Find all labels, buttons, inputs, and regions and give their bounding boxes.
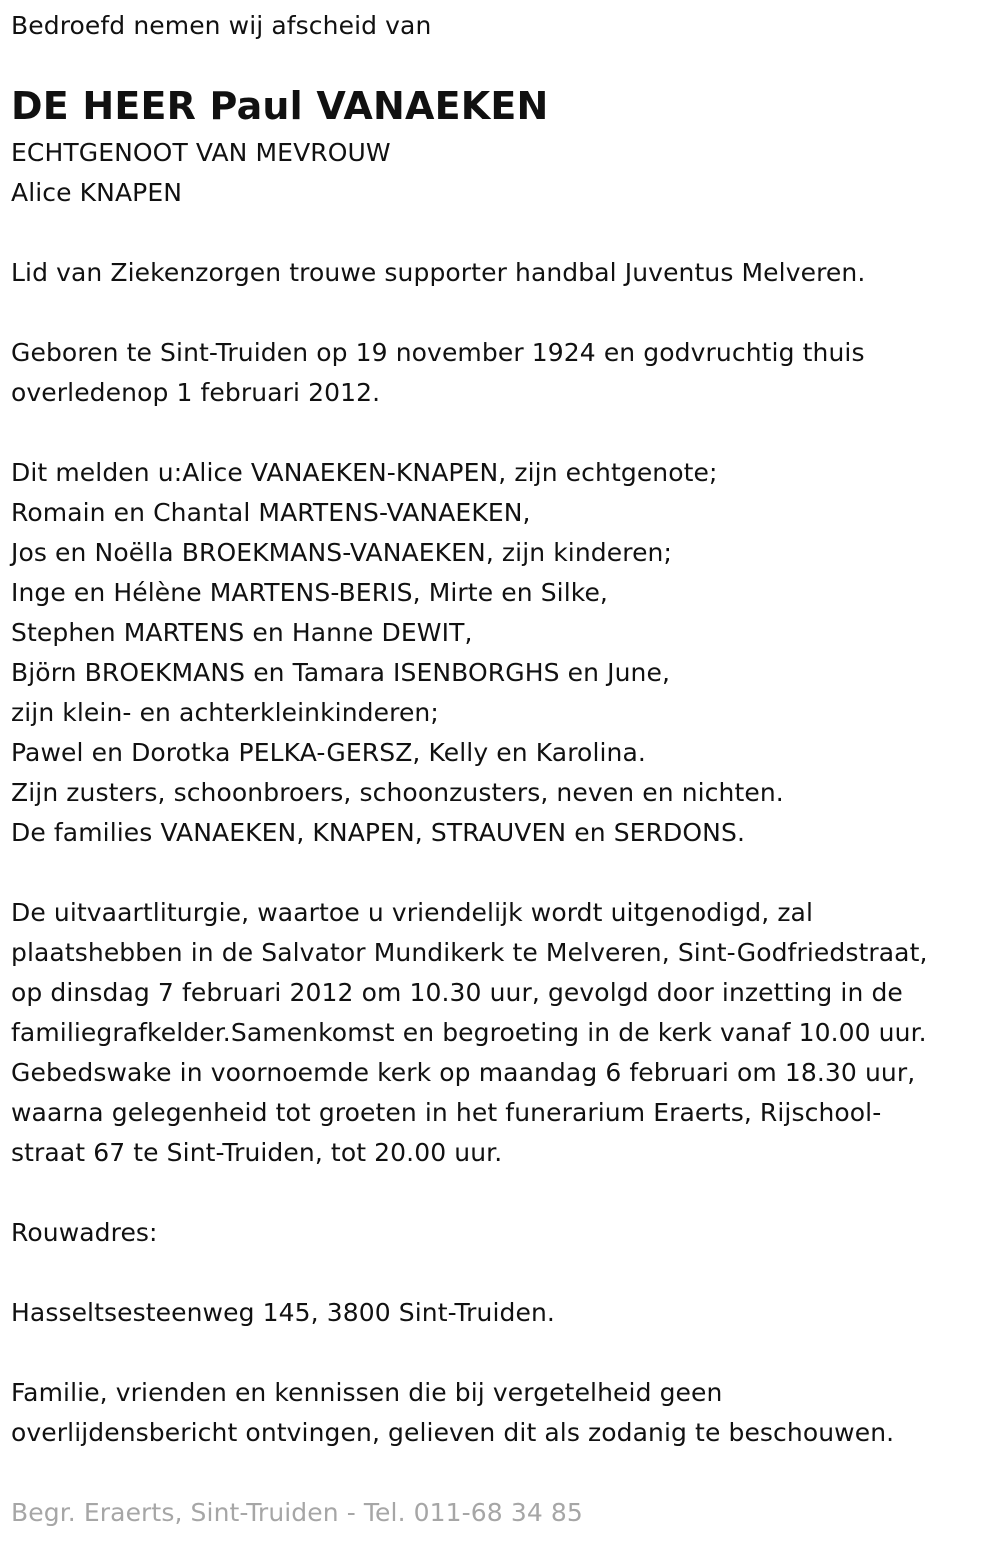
funeral-home-footer: Begr. Eraerts, Sint-Truiden - Tel. 011-68 34 85 [11,1498,583,1527]
address-label: Rouwadres: [11,1218,158,1247]
funeral-line: familiegrafkelder.Samenkomst en begroeting in de kerk vanaf 10.00 uur. [11,1018,927,1047]
family-block [11,453,784,853]
funeral-line: De uitvaartliturgie, waartoe u vriendelijk wordt uitgenodigd, zal [11,898,814,927]
family-line: zijn klein- en achterkleinkinderen; [11,698,439,727]
family-line: De families VANAEKEN, KNAPEN, STRAUVEN en SERDONS. [11,818,745,847]
funeral-details-block [11,893,928,1173]
notice-block [11,1373,894,1453]
spouse-block [11,133,391,213]
spouse-line: ECHTGENOOT VAN MEVROUW [11,138,391,167]
funeral-line: waarna gelegenheid tot groeten in het funerarium Eraerts, Rijschool- [11,1098,882,1127]
family-line: Romain en Chantal MARTENS-VANAEKEN, [11,498,531,527]
family-line: Zijn zusters, schoonbroers, schoonzusters, neven en nichten. [11,778,784,807]
funeral-line: op dinsdag 7 februari 2012 om 10.30 uur, gevolgd door inzetting in de [11,978,903,1007]
funeral-line: plaatshebben in de Salvator Mundikerk te Melveren, Sint-Godfriedstraat, [11,938,928,967]
address-label-block [11,1213,158,1253]
membership-block [11,253,865,293]
family-line: Dit melden u:Alice VANAEKEN-KNAPEN, zijn echtgenote; [11,458,718,487]
intro-text: Bedroefd nemen wij afscheid van [11,11,432,40]
membership-line: Lid van Ziekenzorgen trouwe supporter handbal Juventus Melveren. [11,258,866,287]
spouse-line: Alice KNAPEN [11,178,183,207]
deceased-name: DE HEER Paul VANAEKEN [11,84,549,128]
notice-line: overlijdensbericht ontvingen, gelieven dit als zodanig te beschouwen. [11,1418,895,1447]
birth-death-block [11,333,865,413]
birth-death-line: Geboren te Sint-Truiden op 19 november 1924 en godvruchtig thuis [11,338,865,367]
family-line: Jos en Noëlla BROEKMANS-VANAEKEN, zijn kinderen; [11,538,673,567]
family-line: Inge en Hélène MARTENS-BERIS, Mirte en Silke, [11,578,608,607]
notice-line: Familie, vrienden en kennissen die bij vergetelheid geen [11,1378,723,1407]
address-block [11,1293,555,1333]
funeral-line: Gebedswake in voornoemde kerk op maandag 6 februari om 18.30 uur, [11,1058,916,1087]
birth-death-line: overledenop 1 februari 2012. [11,378,381,407]
mourning-address: Hasseltsesteenweg 145, 3800 Sint-Truiden. [11,1298,555,1327]
family-line: Björn BROEKMANS en Tamara ISENBORGHS en June, [11,658,670,687]
family-line: Pawel en Dorotka PELKA-GERSZ, Kelly en Karolina. [11,738,646,767]
family-line: Stephen MARTENS en Hanne DEWIT, [11,618,473,647]
funeral-line: straat 67 te Sint-Truiden, tot 20.00 uur. [11,1138,503,1167]
